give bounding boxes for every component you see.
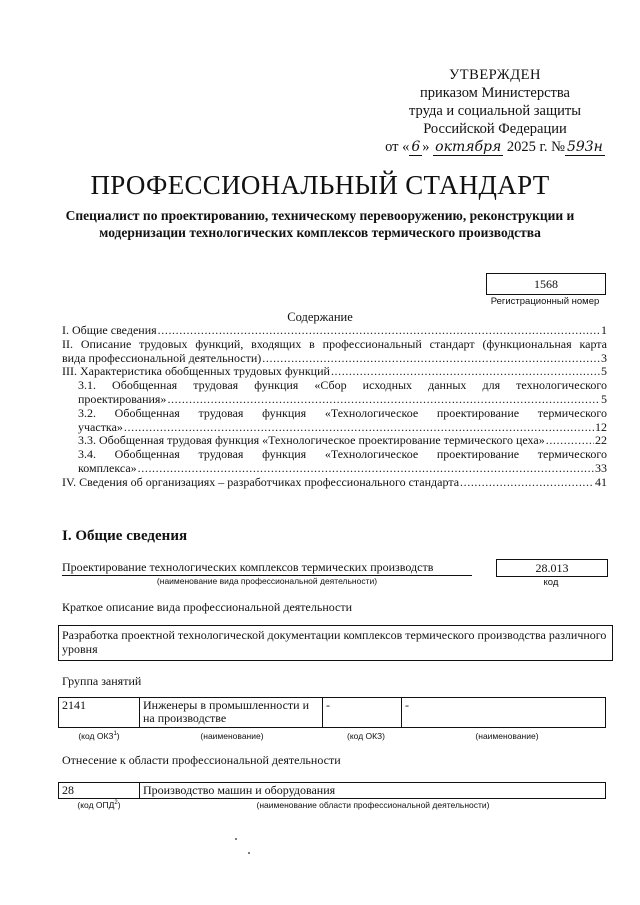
okz-code2-cell: - (323, 698, 402, 728)
scan-speck (248, 852, 250, 854)
opd-code-cell: 28 (59, 783, 140, 799)
activity-code-box: 28.013 (496, 559, 608, 577)
toc-item[interactable]: участка» ..... 12 (62, 421, 607, 435)
toc-item-first-line[interactable]: 3.2. Обобщенная трудовая функция «Технологическое проектирование термического (78, 405, 607, 420)
approval-number: 593н (566, 139, 603, 155)
document-title: ПРОФЕССИОНАЛЬНЫЙ СТАНДАРТ (90, 170, 550, 200)
approval-line: приказом Министерства (420, 85, 570, 101)
okz-name-caption: (наименование) (200, 731, 264, 741)
approval-line: труда и социальной защиты (409, 103, 581, 119)
toc-item[interactable]: I. Общие сведения ..... 1 (62, 324, 607, 338)
registration-number-box: 1568 (486, 273, 606, 295)
opd-name-caption: (наименование области профессиональной деятельности) (256, 800, 490, 810)
approval-block (360, 66, 630, 156)
occupation-group-table (58, 697, 606, 728)
toc-item[interactable]: IV. Сведения об организациях – разработчиках профессионального стандарта ..... 41 (62, 476, 607, 490)
field-label: Отнесение к области профессиональной деятельности (62, 753, 341, 767)
toc-item-first-line[interactable]: 3.4. Обобщенная трудовая функция «Технологическое проектирование термического (78, 447, 607, 462)
registration-number-label: Регистрационный номер (490, 296, 600, 307)
field-table (58, 782, 606, 799)
table-row (59, 698, 606, 728)
brief-description-label: Краткое описание вида профессиональной деятельности (62, 600, 353, 614)
okz-name2-cell: - (402, 698, 606, 728)
toc-item[interactable]: 3.3. Обобщенная трудовая функция «Технологическое проектирование термического цеха» ..... 22 (62, 434, 607, 448)
opd-name-cell: Производство машин и оборудования (140, 783, 606, 799)
approval-date-line: от « 6 » октября 2025 г. № 593н (385, 139, 603, 155)
okz-name2-caption: (наименование) (475, 731, 539, 741)
approval-title: УТВЕРЖДЕН (449, 67, 541, 83)
activity-code-caption: код (543, 577, 559, 588)
okz-code-caption: (код ОКЗ$^1$) (78, 731, 120, 741)
table-of-contents (62, 324, 607, 490)
toc-item[interactable]: проектирования» ..... 5 (62, 393, 607, 407)
occupation-group-label: Группа занятий (62, 674, 142, 688)
brief-description-box: Разработка проектной технологической документации комплексов термического производства различного уровня (58, 625, 613, 661)
toc-item-first-line[interactable]: II. Описание трудовых функций, входящих в профессиональный стандарт (функциональная карта (62, 336, 607, 351)
okz-code2-caption: (код ОКЗ) (347, 731, 385, 741)
scan-speck (235, 838, 237, 840)
activity-name: Проектирование технологических комплексов термических производств (62, 560, 472, 576)
activity-caption: (наименование вида профессиональной деятельности) (156, 576, 378, 586)
section-heading: I. Общие сведения (62, 528, 188, 544)
table-row (59, 783, 606, 799)
approval-month: октября (435, 139, 502, 155)
document-subtitle: Специалист по проектированию, техническому перевооружению, реконструкции и модернизации технологических комплексов термического производства (65, 208, 575, 240)
okz-name-cell: Инженеры в промышленности и на производстве (140, 698, 323, 728)
toc-item[interactable]: комплекса» ..... 33 (62, 462, 607, 476)
okz-code-cell: 2141 (59, 698, 140, 728)
opd-code-caption: (код ОПД$^2$) (77, 800, 121, 810)
toc-item-first-line[interactable]: 3.1. Обобщенная трудовая функция «Сбор исходных данных для технологического (78, 378, 607, 393)
toc-title: Содержание (287, 310, 353, 324)
approval-day: 6 (411, 139, 421, 155)
toc-item[interactable]: вида профессиональной деятельности) ..... 3 (62, 352, 607, 366)
toc-item[interactable]: III. Характеристика обобщенных трудовых функций ..... 5 (62, 365, 607, 379)
approval-line: Российской Федерации (423, 121, 567, 137)
